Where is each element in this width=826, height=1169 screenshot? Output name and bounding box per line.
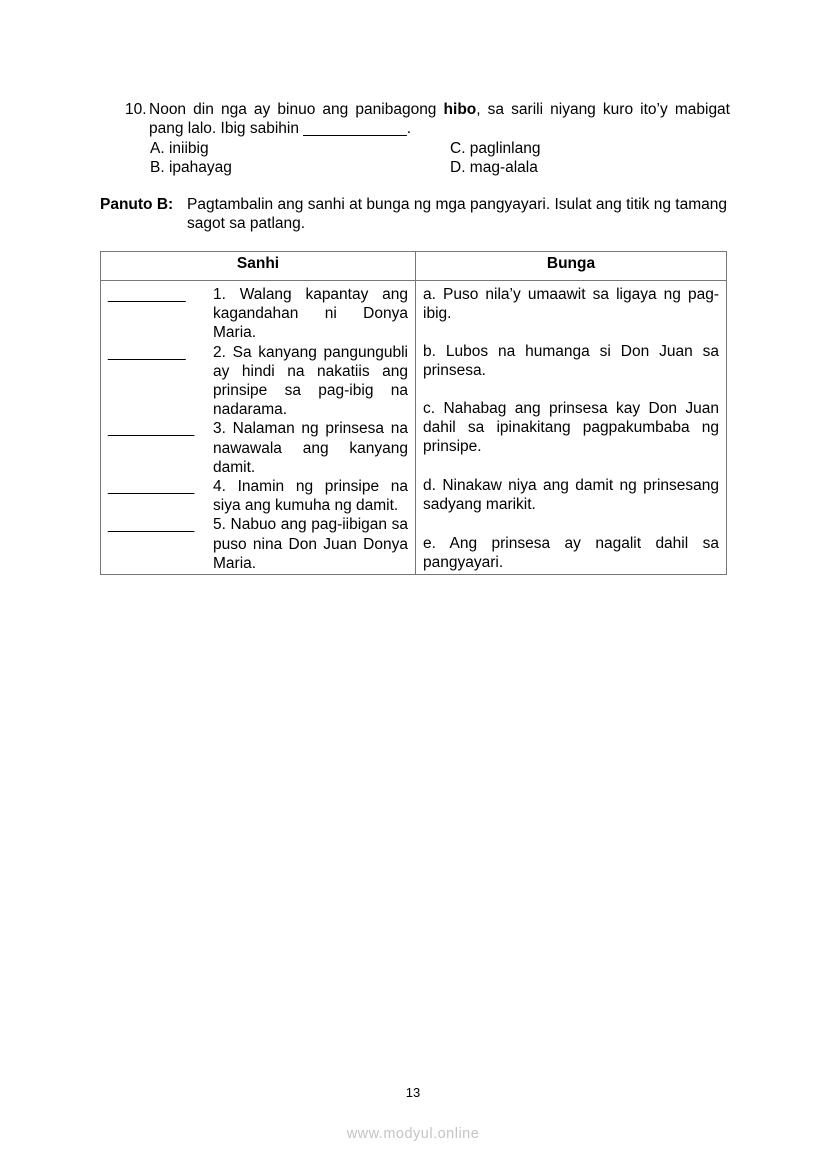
choice-row [150, 158, 650, 177]
page-number: 13 [405, 1085, 421, 1100]
bunga-item-a: a. Puso nila’y umaawit sa ligaya ng pag-ibig. [423, 286, 719, 323]
answer-blank-5[interactable]: __________ [108, 516, 195, 534]
instructions-label: Panuto B: [100, 196, 174, 213]
question-number: 10. [125, 101, 147, 118]
matching-table [100, 251, 727, 575]
instructions-b [100, 195, 727, 233]
sanhi-text-2: 2. Sa kanyang pangungubli ay hindi na nakatiis ang prinsipe sa pag-ibig na nadarama. [213, 343, 408, 419]
sanhi-item-4 [108, 477, 408, 515]
sanhi-item-1 [108, 285, 408, 343]
instructions-text: Pagtambalin ang sanhi at bunga ng mga pangyayari. Isulat ang titik ng tamang sagot sa patlang. [187, 196, 727, 233]
table-header-row [101, 252, 727, 281]
question-10 [125, 100, 730, 138]
question-text-before: Noon din nga ay binuo ang panibagong [149, 101, 444, 118]
bunga-item-b: b. Lubos na humanga si Don Juan sa prinsesa. [423, 343, 719, 380]
sanhi-item-2 [108, 343, 408, 420]
answer-blank-4[interactable]: __________ [108, 478, 195, 496]
answer-blank-2[interactable]: _________ [108, 343, 186, 361]
choice-d: D. mag-alala [450, 159, 538, 177]
answer-blank-3[interactable]: __________ [108, 420, 195, 438]
question-10-choices [150, 139, 650, 177]
question-text-after: , sa sarili niyang kuro ito’y mabigat pang lalo. Ibig sabihin ____________. [149, 101, 730, 138]
table-body-row [101, 281, 727, 575]
choice-a: A. iniibig [150, 140, 209, 157]
bunga-column [416, 281, 727, 575]
header-bunga: Bunga [416, 252, 727, 281]
sanhi-text-4: 4. Inamin ng prinsipe na siya ang kumuha ng damit. [213, 478, 408, 515]
watermark-url: www.modyul.online [346, 1126, 480, 1142]
bunga-item-c: c. Nahabag ang prinsesa kay Don Juan dahil sa ipinakitang pagpakumbaba ng prinsipe. [423, 400, 719, 456]
sanhi-column [101, 281, 416, 575]
header-sanhi: Sanhi [101, 252, 416, 281]
choice-b: B. ipahayag [150, 159, 232, 177]
bunga-item-d: d. Ninakaw niya ang damit ng prinsesang sadyang marikit. [423, 477, 719, 514]
question-bold-word: hibo [443, 101, 477, 118]
sanhi-text-5: 5. Nabuo ang pag-iibigan sa puso nina Don Juan Donya Maria. [213, 516, 408, 572]
bunga-item-e: e. Ang prinsesa ay nagalit dahil sa pangyayari. [423, 535, 719, 572]
answer-blank-1[interactable]: _________ [108, 286, 186, 303]
question-10-stem [125, 100, 730, 138]
sanhi-text-3: 3. Nalaman ng prinsesa na nawawala ang kanyang damit. [213, 420, 408, 476]
sanhi-text-1: 1. Walang kapantay ang kagandahan ni Donya Maria. [213, 286, 408, 342]
question-text [149, 100, 730, 138]
sanhi-item-3 [108, 419, 408, 477]
sanhi-item-5 [108, 515, 408, 573]
choice-c: C. paglinlang [450, 140, 541, 157]
choice-row [150, 139, 650, 158]
